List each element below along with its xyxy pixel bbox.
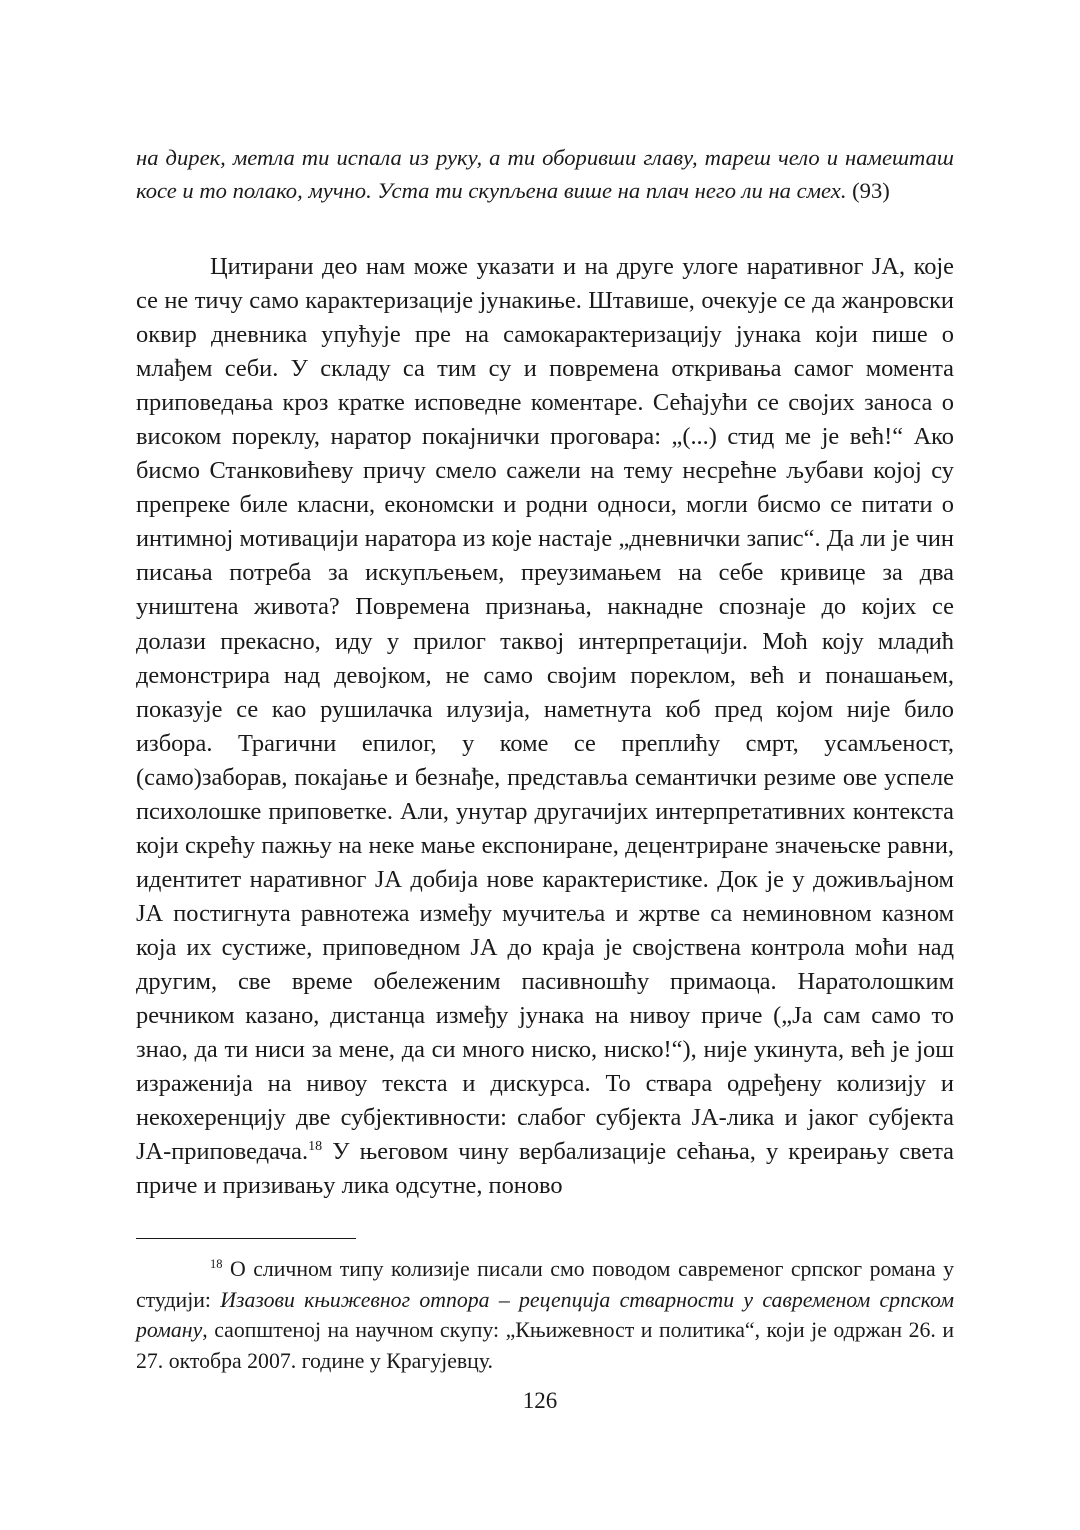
footnote-number: 18	[210, 1257, 223, 1271]
page-number: 126	[522, 1388, 558, 1413]
block-quote	[136, 142, 954, 207]
footnote-reference[interactable]: 18	[308, 1139, 323, 1155]
footnote-text2: , саопштеној на научном скупу: „Књижевност и политика“, који је одржан 26. и 27. октобра 2007. године у Крагујевцу.	[136, 1318, 954, 1373]
quote-text: на дирек, метла ти испала из руку, а ти оборивши главу, тареш чело и намешташ косе и то полако, мучно. Уста ти скупљена више на плач него ли на смех.	[136, 145, 954, 203]
footnote-text1: О сличном типу колизије писали смо поводом савременог српског романа у студији:	[136, 1257, 954, 1312]
footnote	[136, 1254, 954, 1376]
quote-citation: (93)	[846, 177, 890, 203]
footnote-separator	[136, 1238, 356, 1239]
body-text-part1: Цитирани део нам може указати и на друге улоге наративног ЈА, које се не тичу само карактеризације јунакиње. Штавише, очекује се да жанровски оквир дневника упућује пре на самокарактеризацију јунака који пише о млађем себи. У складу са тим су и повремена откривања самог момента приповедања кроз кратке исповедне коментаре. Сећајући се својих заноса о високом пореклу, наратор покајнички проговара: „(...) стид ме је већ!“ Ако бисмо Станковићеву причу смело сажели на тему несрећне љубави којој су препреке биле класни, економски и родни односи, могли бисмо се питати о интимној мотивацији наратора из које настаје „дневнички запис“. Да ли је чин писања потреба за искупљењем, преузимањем на себе кривице за два уништена живота? Повремена признања, накнадне спознаје до којих се долази прекасно, иду у прилог таквој интерпретацији. Моћ коју младић демонстрира над девојком, не само својим пореклом, већ и понашањем, показује се као рушилачка илузија, наметнута коб пред којом није било избора. Трагични епилог, у коме се преплићу смрт, усамљеност, (само)заборав, покајање и безнађе, представља семантички резиме ове успеле психолошке приповетке. Али, унутар другачијих интерпретативних контекста који скрећу пажњу на неке мање експониране, децентриране значењске равни, идентитет наративног ЈА добија нове карактеристике. Док је у доживљајном ЈА постигнута равнотежа између мучитеља и жртве са неминовном казном која их сустиже, приповедном ЈА до краја је својствена контрола моћи над другим, све време обележеним пасивношћу примаоца. Наратолошким речником казано, дистанца између јунака на нивоу приче („Ја сам само то знао, да ти ниси за мене, да си много ниско, ниско!“), није укинута, већ је још израженија на нивоу текста и дискурса. То ствара одређену колизију и некохеренцију две субјективности: слабог субјекта ЈА-лика и јаког субјекта ЈА-приповедача.	[136, 253, 954, 1166]
body-text-part2: У његовом чину вербализације сећања, у креирању света приче и призивању лика одсутне, поново	[136, 1138, 954, 1200]
footnote-cited-title: Изазови књижевног отпора – рецепција стварности у савременом српском роману	[136, 1287, 954, 1342]
body-paragraph	[136, 250, 954, 1203]
